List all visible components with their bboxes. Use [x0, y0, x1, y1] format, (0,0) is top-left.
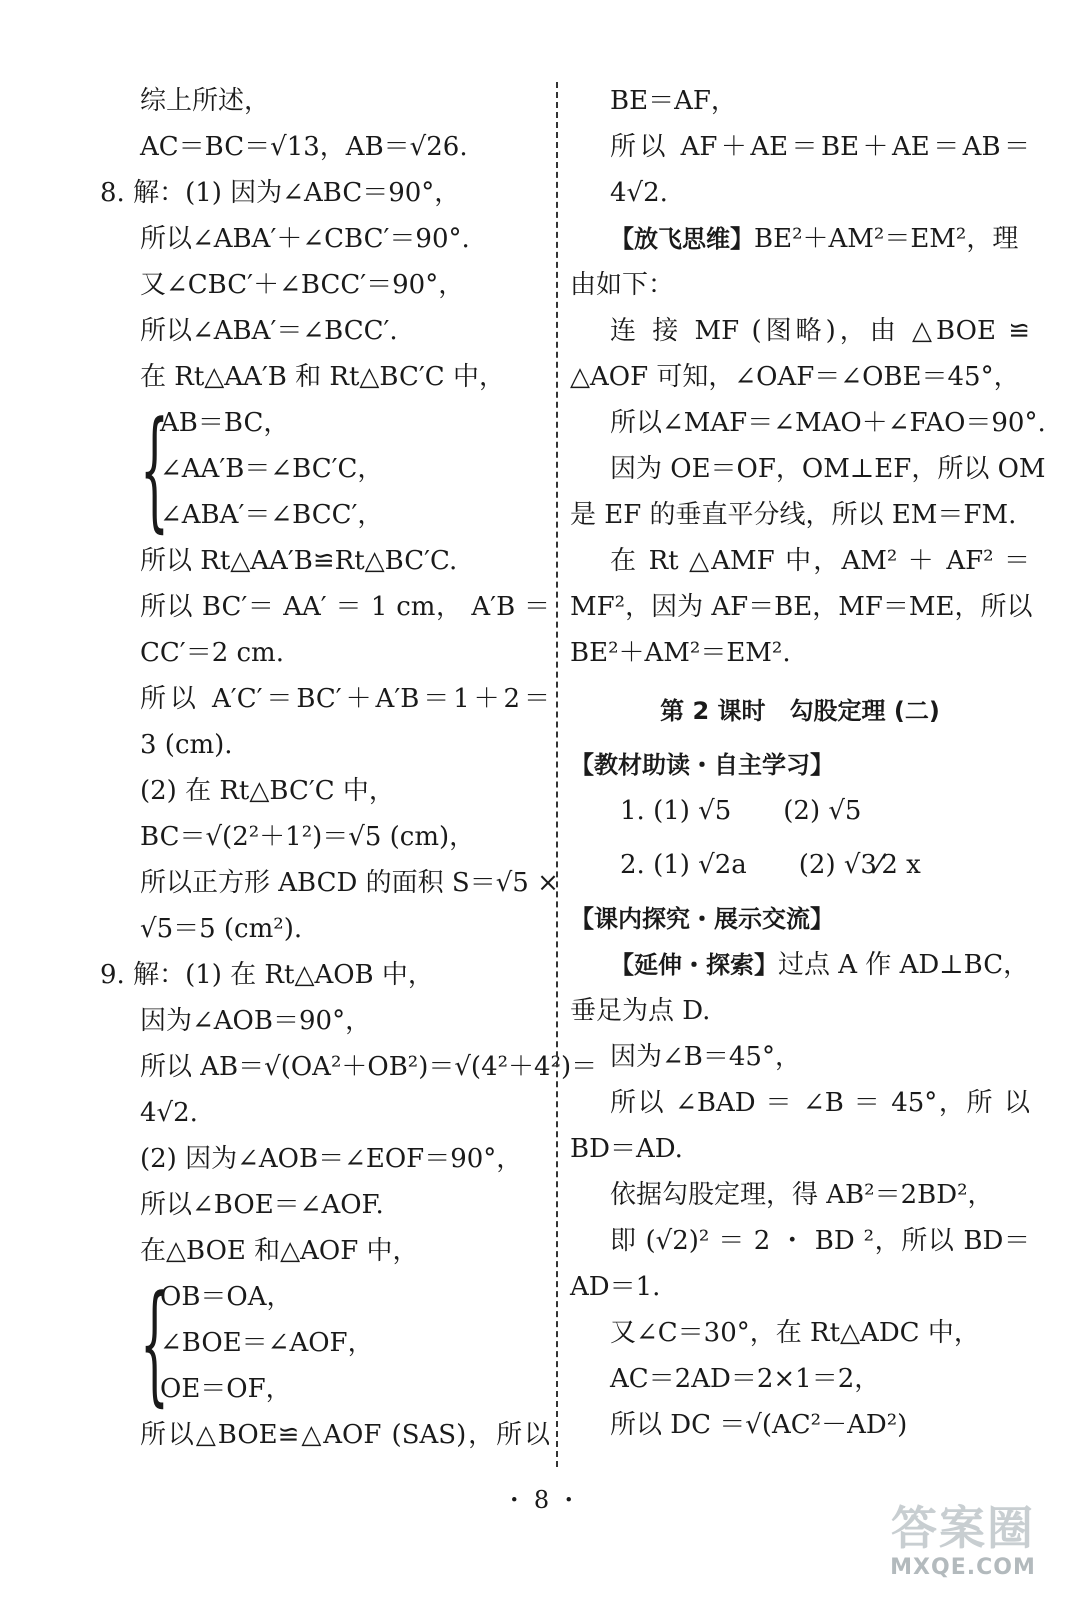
text-line: 所以∠MAF＝∠MAO＋∠FAO＝90°.: [610, 408, 1046, 438]
right-column: [570, 78, 1046, 1448]
watermark-logo: 答案圈: [891, 1501, 1035, 1555]
yanshen-line: [570, 942, 1030, 988]
section-title: 第 2 课时 勾股定理 (二): [660, 697, 940, 725]
text-line: 所以 Rt△AA′B≌Rt△BC′C.: [140, 546, 458, 576]
text-line: (2) 在 Rt△BC′C 中，: [140, 776, 395, 806]
watermark-url: MXQE.COM: [890, 1555, 1036, 1580]
text-line: 所以∠BOE＝∠AOF.: [140, 1190, 384, 1220]
text-line: 所以△BOE≌△AOF (SAS)，所以: [140, 1420, 550, 1450]
text-line: 垂足为点 D.: [570, 996, 711, 1026]
text-line: 所以∠ABA′＝∠BCC′.: [140, 316, 398, 346]
text-line: 所以 AB＝√(OA²＋OB²)＝√(4²＋4²)＝: [140, 1052, 598, 1082]
equation-system-2: [100, 1267, 550, 1419]
text-line: √5＝5 (cm²).: [140, 914, 303, 944]
text-line: MF²，因为 AF＝BE，MF＝ME，所以: [570, 592, 1033, 622]
text-line: 所以 AF＋AE＝BE＋AE＝AB＝: [610, 132, 1030, 162]
text-line: BE＝AF，: [610, 86, 737, 116]
text-line: BC＝√(2²＋1²)＝√5 (cm)，: [140, 822, 476, 852]
text-line: (2) 因为∠AOB＝∠EOF＝90°，: [140, 1144, 523, 1174]
fangfei-label: 【放飞思维】: [610, 225, 754, 253]
problem-9-start: 9. 解：(1) 在 Rt△AOB 中，: [100, 960, 434, 990]
text-line: AD＝1.: [570, 1272, 661, 1302]
text-line: 又∠CBC′＋∠BCC′＝90°，: [140, 270, 465, 300]
equation-line: ∠AA′B＝∠BC′C，: [160, 454, 384, 484]
text-line: CC′＝2 cm.: [140, 638, 284, 668]
equation-line: ∠ABA′＝∠BCC′，: [160, 500, 384, 530]
yanshen-text: 过点 A 作 AD⊥BC，: [778, 950, 1030, 980]
yanshen-label: 【延伸・探索】: [610, 951, 778, 979]
text-line: 所以正方形 ABCD 的面积 S＝√5 ×: [140, 868, 559, 898]
text-line: 所以 ∠BAD ＝ ∠B ＝ 45°，所 以: [610, 1088, 1030, 1118]
text-line: 由如下：: [570, 270, 675, 300]
text-line: 因为∠AOB＝90°，: [140, 1006, 372, 1036]
problem-8-start: 8. 解：(1) 因为∠ABC＝90°，: [100, 178, 461, 208]
text-line: AC＝2AD＝2×1＝2，: [610, 1364, 881, 1394]
text-line: 又∠C＝30°，在 Rt△ADC 中，: [610, 1318, 980, 1348]
section-heading-1: 【教材助读・自主学习】: [570, 751, 834, 779]
page-number: ・ 8 ・: [502, 1486, 581, 1514]
section-heading-2: 【课内探究・展示交流】: [570, 905, 834, 933]
equation-line: AB＝BC，: [160, 408, 290, 438]
text-line: 因为∠B＝45°，: [610, 1042, 801, 1072]
equation-line: OB＝OA，: [160, 1282, 293, 1312]
left-brace: {: [140, 1267, 169, 1419]
equation-line: OE＝OF，: [160, 1374, 292, 1404]
column-divider: [556, 82, 558, 1467]
text-line: △AOF 可知，∠OAF＝∠OBE＝45°，: [570, 362, 1020, 392]
text-line: 所以∠ABA′＋∠CBC′＝90°.: [140, 224, 470, 254]
text-line: 是 EF 的垂直平分线，所以 EM＝FM.: [570, 500, 1017, 530]
text-line: 连 接 MF (图略)，由 △BOE ≌: [610, 316, 1030, 346]
text-line: BE²＋AM²＝EM².: [570, 638, 791, 668]
equation-system-1: [100, 393, 550, 545]
watermark: [863, 1502, 1063, 1592]
text-line: 综上所述，: [140, 86, 271, 116]
left-brace: {: [140, 393, 169, 545]
text-line: 所以 A′C′＝BC′＋A′B＝1＋2＝: [140, 684, 550, 714]
text-line: 即 (√2)² ＝ 2 ・ BD ²，所以 BD＝: [610, 1226, 1030, 1256]
fangfei-line: [570, 216, 1030, 262]
text-line: 3 (cm).: [140, 730, 233, 760]
answer-line: 1. (1) √5 (2) √5: [620, 796, 862, 826]
text-line: 依据勾股定理，得 AB²＝2BD²，: [610, 1180, 994, 1210]
text-line: 在 Rt △AMF 中，AM² ＋ AF² ＝: [610, 546, 1030, 576]
equation-line: ∠BOE＝∠AOF，: [160, 1328, 374, 1358]
text-line: 因为 OE＝OF，OM⊥EF，所以 OM: [610, 454, 1046, 484]
text-line: 4√2.: [610, 178, 668, 208]
text-line: 所以 DC ＝√(AC²－AD²): [610, 1410, 908, 1440]
text-line: 所以 BC′＝ AA′ ＝ 1 cm， A′B ＝: [140, 592, 550, 622]
text-line: BD＝AD.: [570, 1134, 683, 1164]
text-line: AC＝BC＝√13，AB＝√26.: [140, 132, 468, 162]
text-line: 在 Rt△AA′B 和 Rt△BC′C 中，: [140, 362, 505, 392]
text-line: 4√2.: [140, 1098, 198, 1128]
left-column: [100, 78, 598, 1458]
text-line: 在△BOE 和△AOF 中，: [140, 1236, 419, 1266]
fangfei-text: BE²＋AM²＝EM²，理: [754, 224, 1019, 254]
answer-line: 2. (1) √2a (2) √3⁄2 x: [620, 850, 921, 880]
